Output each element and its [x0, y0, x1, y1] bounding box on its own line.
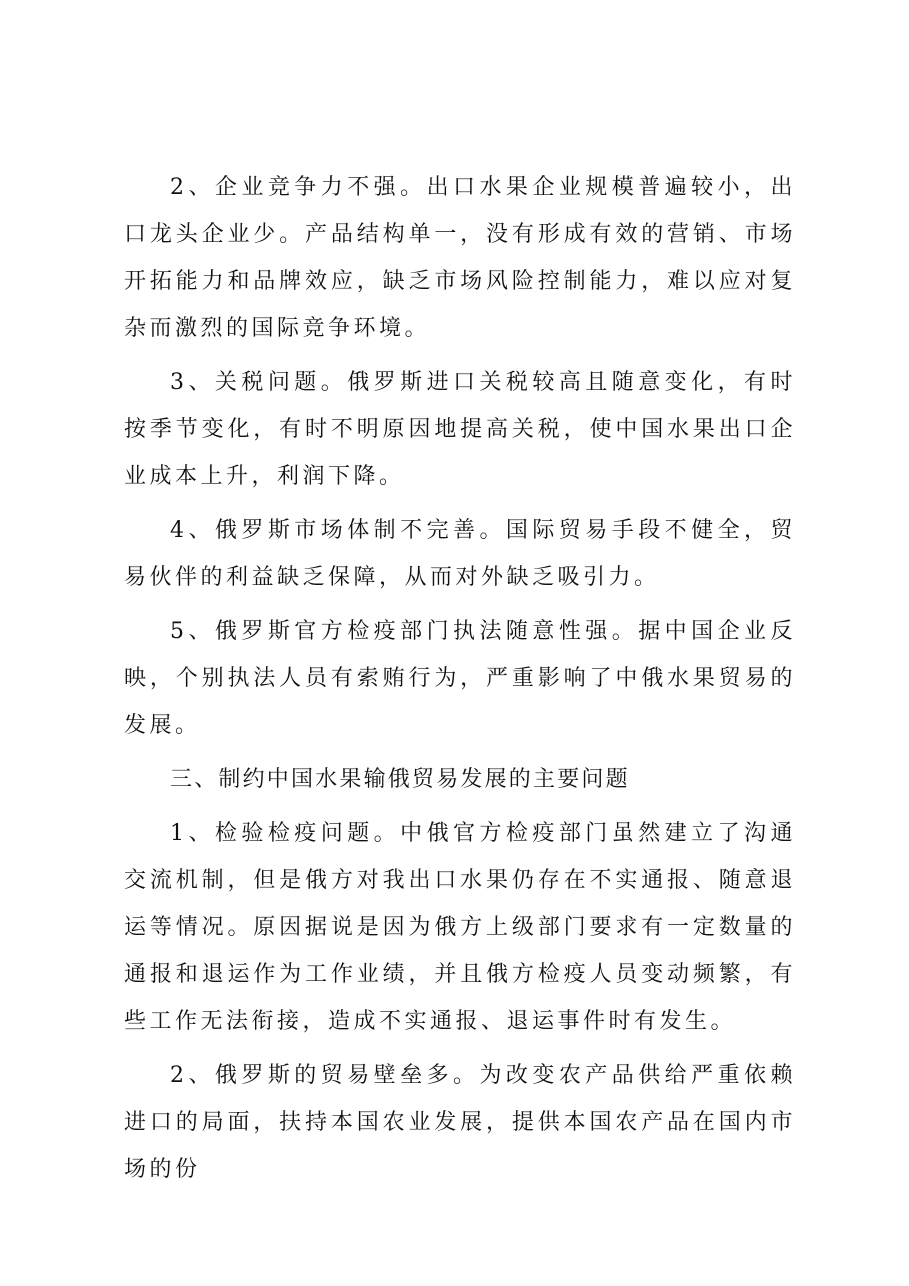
- paragraph-tariff-issue: 3、关税问题。俄罗斯进口关税较高且随意变化，有时按季节变化，有时不明原因地提高关税，使中国水果出口企业成本上升，利润下降。: [124, 370, 796, 489]
- document-body: [124, 164, 796, 1200]
- paragraph-trade-barriers: 2、俄罗斯的贸易壁垒多。为改变农产品供给严重依赖进口的局面，扶持本国农业发展，提供本国农产品在国内市场的份: [124, 1063, 796, 1182]
- paragraph-quarantine-enforcement: 5、俄罗斯官方检疫部门执法随意性强。据中国企业反映，个别执法人员有索贿行为，严重影响了中俄水果贸易的发展。: [124, 619, 796, 738]
- paragraph-inspection-quarantine: 1、检验检疫问题。中俄官方检疫部门虽然建立了沟通交流机制，但是俄方对我出口水果仍存在不实通报、随意退运等情况。原因据说是因为俄方上级部门要求有一定数量的通报和退运作为工作业绩，并且俄方检疫人员变动频繁，有些工作无法衔接，造成不实通报、退运事件时有发生。: [124, 821, 796, 1034]
- paragraph-enterprise-competitiveness: 2、企业竞争力不强。出口水果企业规模普遍较小，出口龙头企业少。产品结构单一，没有形成有效的营销、市场开拓能力和品牌效应，缺乏市场风险控制能力，难以应对复杂而激烈的国际竞争环境。: [124, 175, 796, 341]
- section-heading-main-problems: 三、制约中国水果输俄贸易发展的主要问题: [170, 767, 630, 792]
- paragraph-market-system: 4、俄罗斯市场体制不完善。国际贸易手段不健全，贸易伙伴的利益缺乏保障，从而对外缺乏吸引力。: [124, 518, 796, 590]
